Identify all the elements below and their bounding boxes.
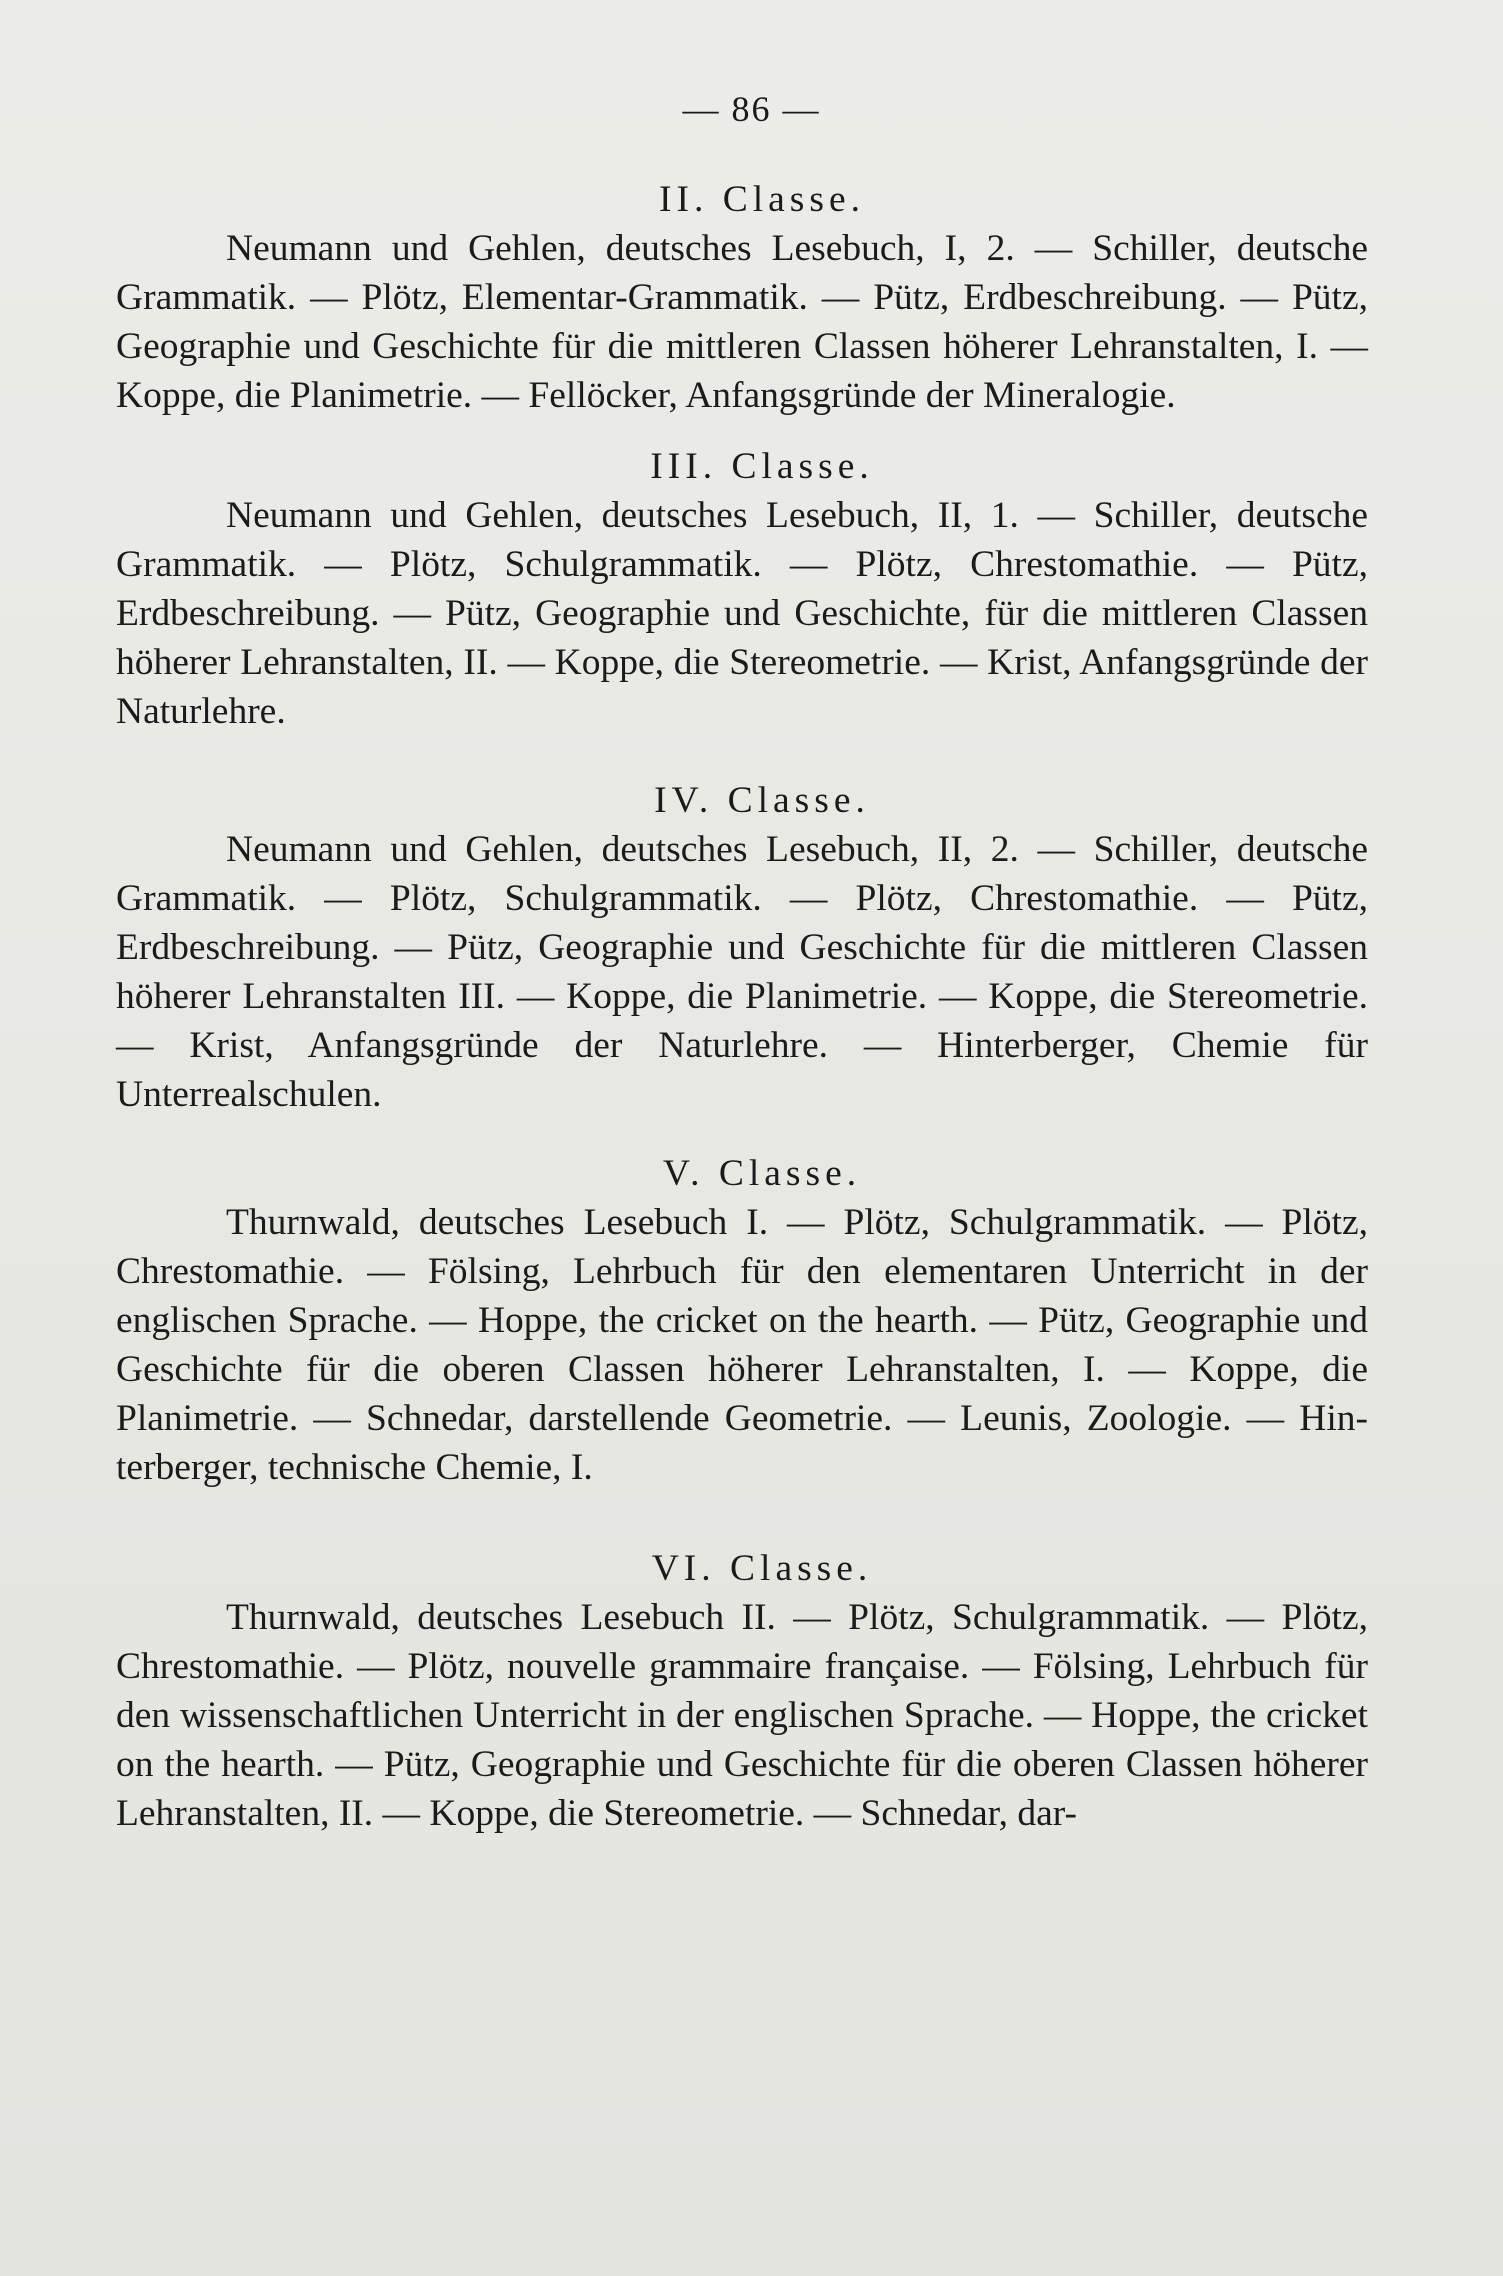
section-text: Neumann und Gehlen, deutsches Lesebuch, II, 1. — Schiller, deutsche Grammatik. — Plötz, Schulgrammatik. — Plötz, Chrestomathie. — Pütz, Erdbeschreibung. — Pütz, Geographie und Geschichte, für die mittleren Classen höherer Lehranstalten, II. — Koppe, die Stereometrie. — Krist, Anfangsgründe der Naturlehre.	[116, 495, 1368, 732]
section-text: Neumann und Gehlen, deutsches Lesebuch, II, 2. — Schiller, deutsche Grammatik. — Plötz, Schulgrammatik. — Plötz, Chrestomathie. — Pütz, Erdbeschreibung. — Pütz, Geographie und Geschichte für die mittleren Classen höherer Lehranstalten III. — Koppe, die Planimetrie. — Koppe, die Stereometrie. — Krist, Anfangsgründe der Naturlehre. — Hinterberger, Chemie für Unterrealschulen.	[116, 829, 1368, 1115]
section-text: Neumann und Gehlen, deutsches Lesebuch, I, 2. — Schiller, deutsche Grammatik. — Plötz, Elementar-Grammatik. — Pütz, Erdbeschreibung. — Pütz, Geographie und Geschichte für die mittleren Classen höherer Lehranstalten, I. — Koppe, die Planimetrie. — Fellöcker, Anfangsgründe der Mineralogie.	[116, 228, 1368, 416]
page-number: — 86 —	[682, 89, 821, 129]
section-class-6	[116, 1544, 1368, 1838]
section-heading: VI. Classe.	[651, 1548, 873, 1589]
section-heading: III. Classe.	[650, 446, 874, 487]
section-class-5	[116, 1149, 1368, 1492]
section-text: Thurnwald, deutsches Lesebuch II. — Plötz, Schulgrammatik. — Plötz, Chrestomathie. — Plötz, nouvelle grammaire française. — Fölsing, Lehrbuch für den wissenschaftlichen Unterricht in der englischen Sprache. — Hoppe, the cricket on the hearth. — Pütz, Geographie und Geschichte für die oberen Classen höherer Lehranstalten, II. — Koppe, die Stereometrie. — Schnedar, dar-	[116, 1597, 1368, 1834]
section-class-2	[116, 175, 1368, 420]
section-heading: II. Classe.	[658, 179, 865, 220]
section-class-3	[116, 442, 1368, 736]
page-content	[116, 175, 1368, 1838]
section-heading: V. Classe.	[662, 1153, 862, 1194]
section-heading: IV. Classe.	[654, 780, 870, 821]
section-class-4	[116, 776, 1368, 1119]
section-text: Thurnwald, deutsches Lesebuch I. — Plötz, Schulgrammatik. — Plötz, Chrestomathie. — Fölsing, Lehrbuch für den elementaren Unterricht in der englischen Sprache. — Hoppe, the cricket on the hearth. — Pütz, Geographie und Geschichte für die oberen Classen höherer Lehranstalten, I. — Koppe, die Planimetrie. — Schnedar, darstellende Geometrie. — Leunis, Zoologie. — Hinterberger, technische Chemie, I.	[116, 1202, 1368, 1488]
